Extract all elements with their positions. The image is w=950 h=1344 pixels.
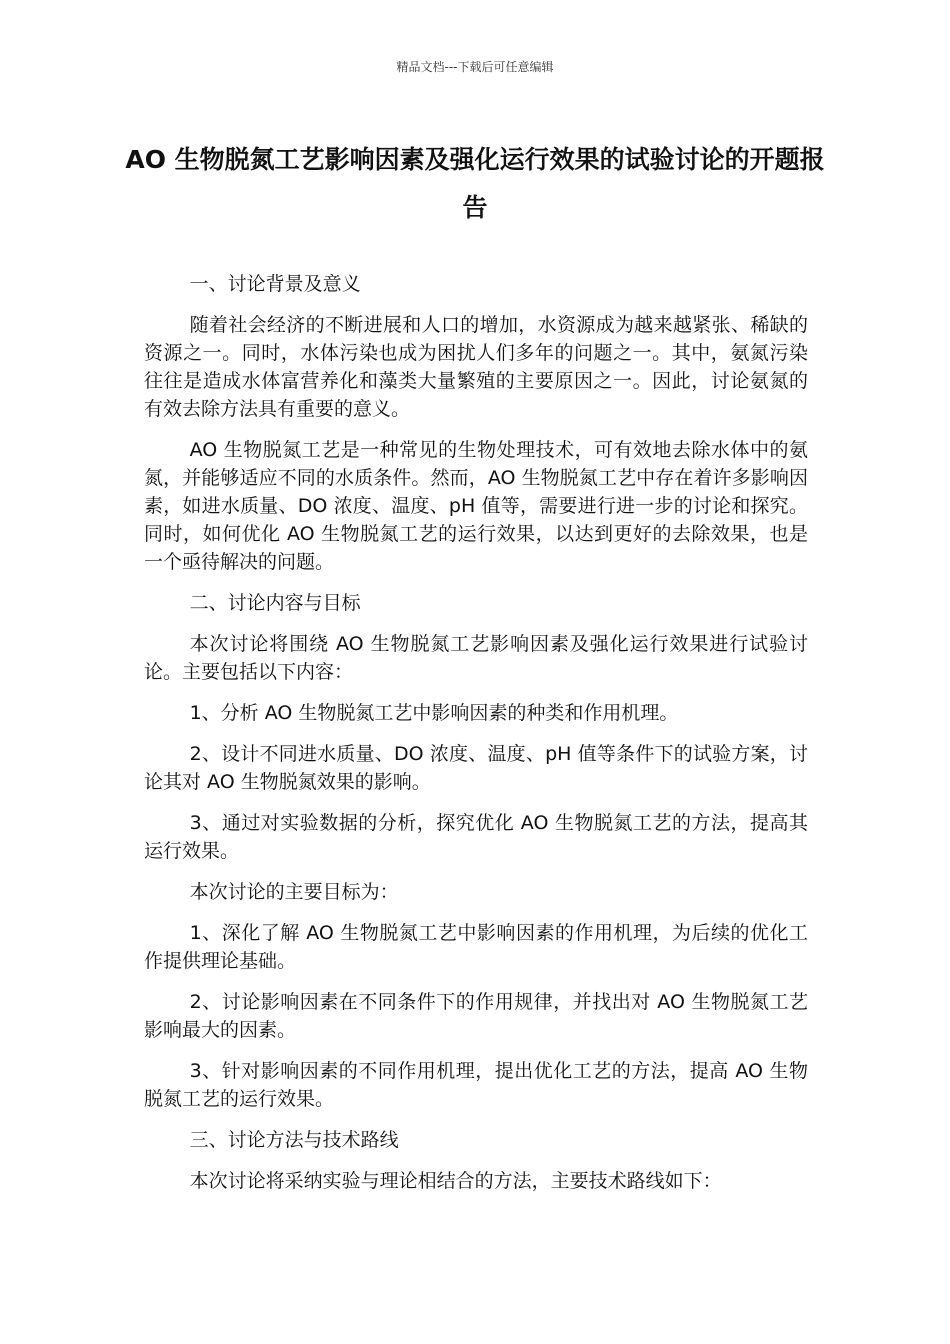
list-item: 1、深化了解 AO 生物脱氮工艺中影响因素的作用机理，为后续的优化工作提供理论基础。 — [144, 922, 808, 972]
list-item: 2、讨论影响因素在不同条件下的作用规律，并找出对 AO 生物脱氮工艺影响最大的因素。 — [144, 991, 808, 1041]
section-content-goals — [144, 589, 808, 1113]
document-title: AO 生物脱氮工艺影响因素及强化运行效果的试验讨论的开题报告 — [125, 145, 825, 222]
section-background — [144, 270, 808, 576]
section-heading: 二、讨论内容与目标 — [189, 592, 361, 614]
section-heading: 一、讨论背景及意义 — [189, 273, 361, 295]
list-item: 3、针对影响因素的不同作用机理，提出优化工艺的方法，提高 AO 生物脱氮工艺的运行效果。 — [144, 1060, 808, 1110]
paragraph: AO 生物脱氮工艺是一种常见的生物处理技术，可有效地去除水体中的氨氮，并能够适应不同的水质条件。然而，AO 生物脱氮工艺中存在着许多影响因素，如进水质量、DO 浓度、温度、pH 值等，需要进行进一步的讨论和探究。同时，如何优化 AO 生物脱氮工艺的运行效果，以达到更好的去除效果，也是一个亟待解决的问题。 — [144, 439, 808, 573]
list-item: 1、分析 AO 生物脱氮工艺中影响因素的种类和作用机理。 — [189, 702, 679, 724]
list-item: 2、设计不同进水质量、DO 浓度、温度、pH 值等条件下的试验方案，讨论其对 AO 生物脱氮效果的影响。 — [144, 743, 808, 793]
page-header: 精品文档---下载后可任意编辑 — [396, 60, 554, 74]
section-heading: 三、讨论方法与技术路线 — [189, 1129, 399, 1151]
paragraph: 本次讨论的主要目标为： — [189, 881, 399, 903]
list-item: 3、通过对实验数据的分析，探究优化 AO 生物脱氮工艺的方法，提高其运行效果。 — [144, 812, 808, 862]
document-body — [144, 270, 808, 1208]
paragraph: 随着社会经济的不断进展和人口的增加，水资源成为越来越紧张、稀缺的资源之一。同时，水体污染也成为困扰人们多年的问题之一。其中，氨氮污染往往是造成水体富营养化和藻类大量繁殖的主要原因之一。因此，讨论氨氮的有效去除方法具有重要的意义。 — [144, 314, 808, 420]
paragraph: 本次讨论将采纳实验与理论相结合的方法，主要技术路线如下： — [189, 1170, 722, 1192]
paragraph: 本次讨论将围绕 AO 生物脱氮工艺影响因素及强化运行效果进行试验讨论。主要包括以下内容： — [144, 633, 808, 683]
section-methods — [144, 1126, 808, 1195]
